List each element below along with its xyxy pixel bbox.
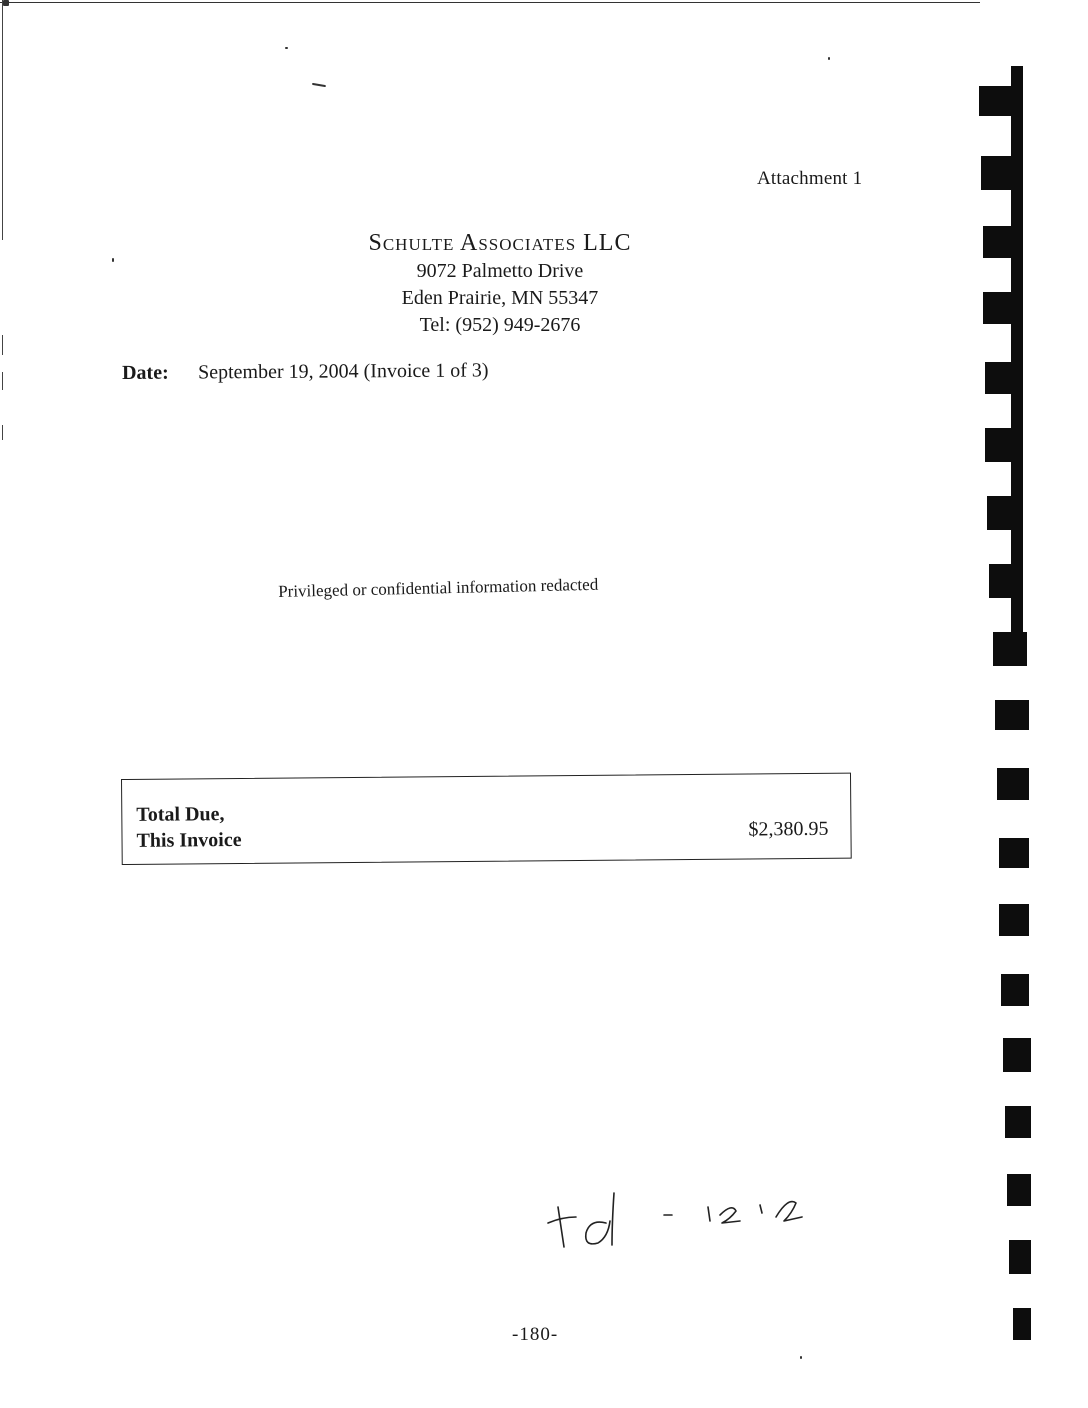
invoice-date-row [122, 359, 489, 385]
scan-speck [800, 1356, 802, 1359]
scan-top-edge [0, 2, 980, 3]
total-due-amount: $2,380.95 [748, 817, 829, 841]
redaction-notice: Privileged or confidential information redacted [278, 574, 599, 601]
city-state-zip: Eden Prairie, MN 55347 [401, 287, 599, 309]
scan-speck [285, 47, 288, 49]
letterhead [300, 228, 700, 339]
date-value: September 19, 2004 (Invoice 1 of 3) [197, 359, 489, 384]
handwritten-note [540, 1185, 820, 1255]
scan-left-edge-mark [2, 425, 3, 440]
phone-number: Tel: (952) 949-2676 [419, 314, 581, 336]
binding-strip-marks [975, 60, 1045, 1350]
scan-speck [828, 57, 830, 60]
scan-speck [312, 83, 326, 87]
date-label: Date: [122, 361, 169, 384]
scan-left-edge-mark [2, 335, 3, 355]
street-address: 9072 Palmetto Drive [416, 260, 584, 282]
total-due-line2: This Invoice [136, 828, 242, 852]
scan-left-edge-mark [2, 372, 3, 390]
scan-speck [112, 258, 114, 262]
total-due-box [121, 773, 852, 865]
total-due-line1: Total Due, [136, 803, 225, 826]
company-name: Schulte Associates LLC [368, 230, 632, 256]
total-due-label [136, 801, 241, 854]
scan-speck [3, 0, 9, 6]
scan-left-edge [2, 0, 3, 240]
attachment-label: Attachment 1 [757, 168, 863, 189]
page-number: -180- [512, 1324, 559, 1345]
